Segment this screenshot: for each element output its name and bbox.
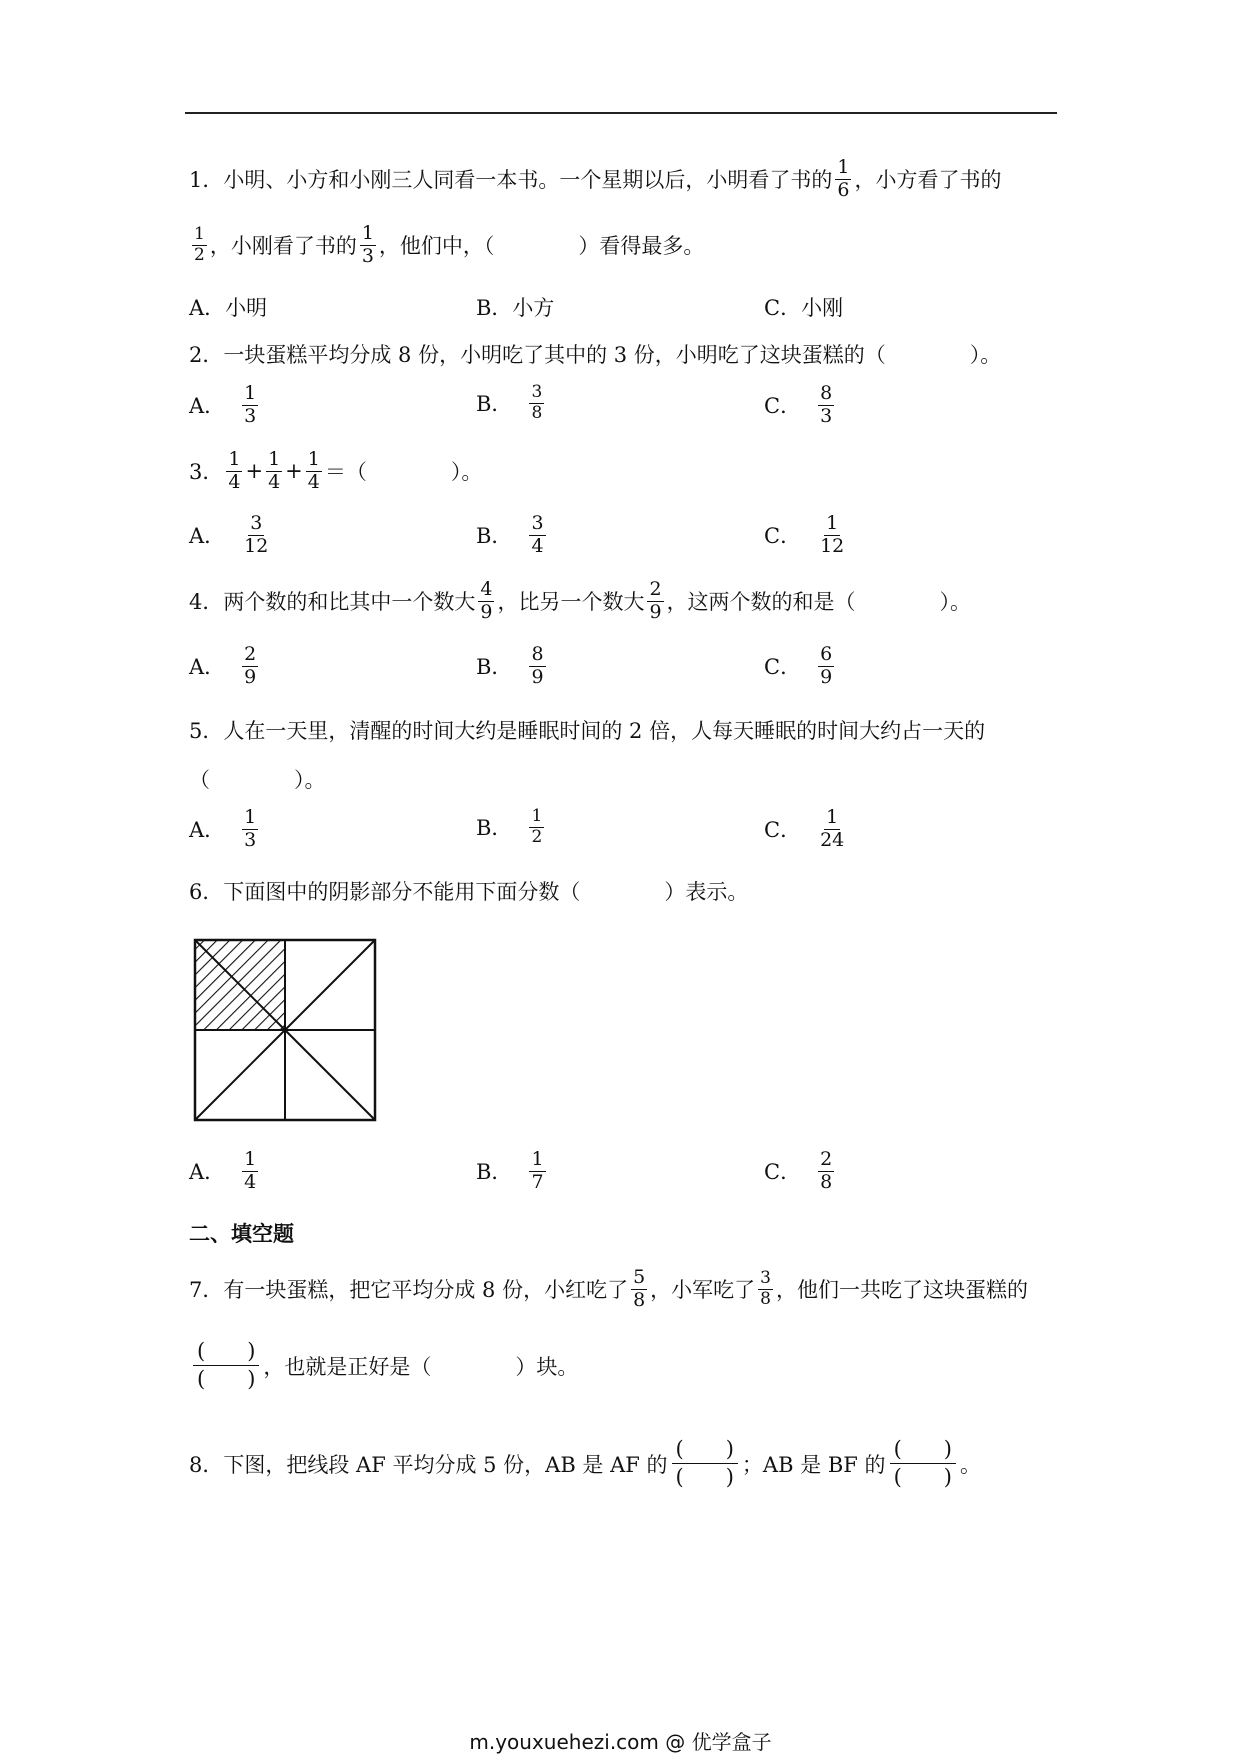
q1-option-b: B．小方	[476, 296, 555, 320]
q1-fraction-2: $\frac{1}{2}$	[194, 224, 205, 265]
q7-answer-blank-fraction[interactable]: $\frac{( )}{( )}$	[193, 1340, 259, 1391]
footer-watermark: m.youxuehezi.com @ 优学盒子	[469, 1730, 772, 1754]
q1-text-d: ，他们中，（ ）看得最多。	[378, 234, 705, 259]
q4-option-c: C． $\frac{6}{9}$	[764, 643, 833, 688]
q3-expression: 3． $\frac{1}{4}$ + $\frac{1}{4}$ + $\frac{1}{4}$ ＝（ ）。	[189, 448, 483, 493]
q6-text: 6．下面图中的阴影部分不能用下面分数（ ）表示。	[189, 880, 749, 904]
q5-option-a: A． $\frac{1}{3}$	[189, 806, 257, 851]
diagonal-bottom-left	[195, 1030, 285, 1120]
diagonal-bottom-right	[285, 1030, 375, 1120]
q5-text-line1: 5．人在一天里，清醒的时间大约是睡眠时间的 2 倍，人每天睡眠的时间大约占一天的	[189, 719, 986, 743]
q7-text-line2: $\frac{( )}{( )}$ ，也就是正好是（ ）块。	[189, 1340, 578, 1391]
q5-text-line2: （ ）。	[189, 768, 326, 792]
q6-option-c: C． $\frac{2}{8}$	[764, 1148, 833, 1193]
q4-option-b: B． $\frac{8}{9}$	[476, 643, 544, 688]
q2-option-b: B． $\frac{3}{8}$	[476, 382, 543, 423]
section-heading-fill-in: 二、填空题	[189, 1222, 294, 1246]
q5-option-c: C． $\frac{1}{24}$	[764, 806, 845, 851]
q1-text-b: ，小方看了书的	[854, 168, 1002, 193]
q2-option-a: A． $\frac{1}{3}$	[189, 382, 257, 427]
q4-option-a: A． $\frac{2}{9}$	[189, 643, 257, 688]
q4-text: 4．两个数的和比其中一个数大 $\frac{4}{9}$ ，比另一个数大 $\frac{2}{9}$ ，这两个数的和是（ ）。	[189, 578, 972, 623]
q5-option-b: B． $\frac{1}{2}$	[476, 806, 543, 847]
q3-option-a: A． $\frac{3}{12}$	[189, 512, 269, 557]
q2-text: 2．一块蛋糕平均分成 8 份，小明吃了其中的 3 份，小明吃了这块蛋糕的（ ）。	[189, 343, 1002, 367]
q1-option-c: C．小刚	[764, 296, 844, 320]
shaded-square-figure	[193, 938, 377, 1122]
q6-option-b: B． $\frac{1}{7}$	[476, 1148, 544, 1193]
q6-option-a: A． $\frac{1}{4}$	[189, 1148, 257, 1193]
q1-text-c: ，小刚看了书的	[209, 234, 357, 259]
diagonal-top-right	[285, 940, 375, 1030]
q8-answer-blank-1[interactable]: $\frac{( )}{( )}$	[672, 1438, 738, 1489]
q1-line2	[189, 224, 704, 267]
q3-option-b: B． $\frac{3}{4}$	[476, 512, 544, 557]
q1-option-a: A．小明	[189, 296, 268, 320]
q2-option-c: C． $\frac{8}{3}$	[764, 382, 833, 427]
q3-option-c: C． $\frac{1}{12}$	[764, 512, 845, 557]
q7-text-line1: 7．有一块蛋糕，把它平均分成 8 份，小红吃了 $\frac{5}{8}$ ，小军吃了 $\frac{3}{8}$ ，他们一共吃了这块蛋糕的	[189, 1266, 1028, 1311]
q8-answer-blank-2[interactable]: $\frac{( )}{( )}$	[890, 1438, 956, 1489]
q1-fraction-1: $\frac{1}{6}$	[837, 156, 850, 201]
header-rule	[185, 112, 1057, 114]
q1-text-a: 1．小明、小方和小刚三人同看一本书。一个星期以后，小明看了书的	[189, 168, 833, 193]
q1-fraction-3: $\frac{1}{3}$	[361, 222, 374, 267]
q8-text: 8．下图，把线段 AF 平均分成 5 份，AB 是 AF 的 $\frac{( )}{( )}$ ；AB 是 BF 的 $\frac{( )}{( )}$ 。	[189, 1437, 981, 1490]
q1-line1	[189, 158, 1001, 201]
